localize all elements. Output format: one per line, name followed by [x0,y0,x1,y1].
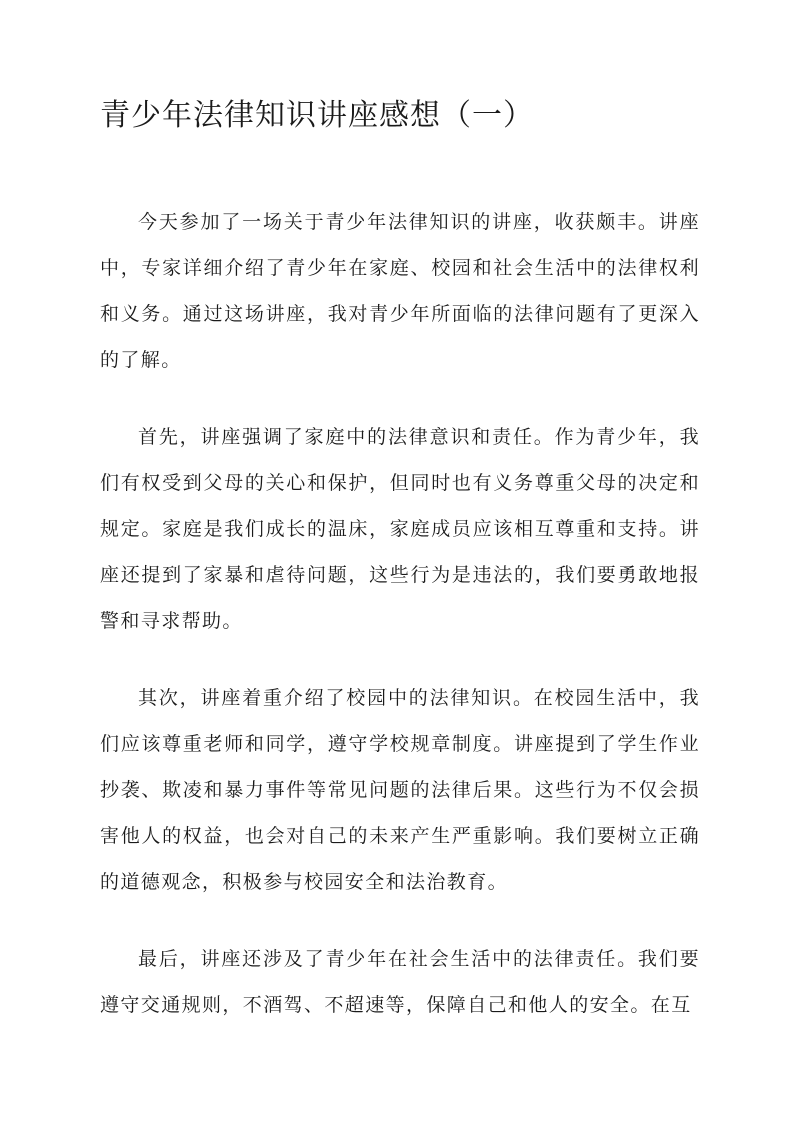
paragraph-family: 首先，讲座强调了家庭中的法律意识和责任。作为青少年，我们有权受到父母的关心和保护，但同时也有义务尊重父母的决定和规定。家庭是我们成长的温床，家庭成员应该相互尊重和支持。讲座还提到了家暴和虐待问题，这些行为是违法的，我们要勇敢地报警和寻求帮助。 [100,426,700,632]
paragraph-school: 其次，讲座着重介绍了校园中的法律知识。在校园生活中，我们应该尊重老师和同学，遵守学校规章制度。讲座提到了学生作业抄袭、欺凌和暴力事件等常见问题的法律后果。这些行为不仅会损害他人的权益，也会对自己的未来产生严重影响。我们要树立正确的道德观念，积极参与校园安全和法治教育。 [100,687,700,893]
paragraph-society: 最后，讲座还涉及了青少年在社会生活中的法律责任。我们要遵守交通规则，不酒驾、不超速等，保障自己和他人的安全。在互 [100,948,700,1016]
paragraph-intro: 今天参加了一场关于青少年法律知识的讲座，收获颇丰。讲座中，专家详细介绍了青少年在家庭、校园和社会生活中的法律权利和义务。通过这场讲座，我对青少年所面临的法律问题有了更深入的了解。 [100,211,700,371]
document-body [100,199,700,1028]
document-title: 青少年法律知识讲座感想（一） [100,98,534,133]
